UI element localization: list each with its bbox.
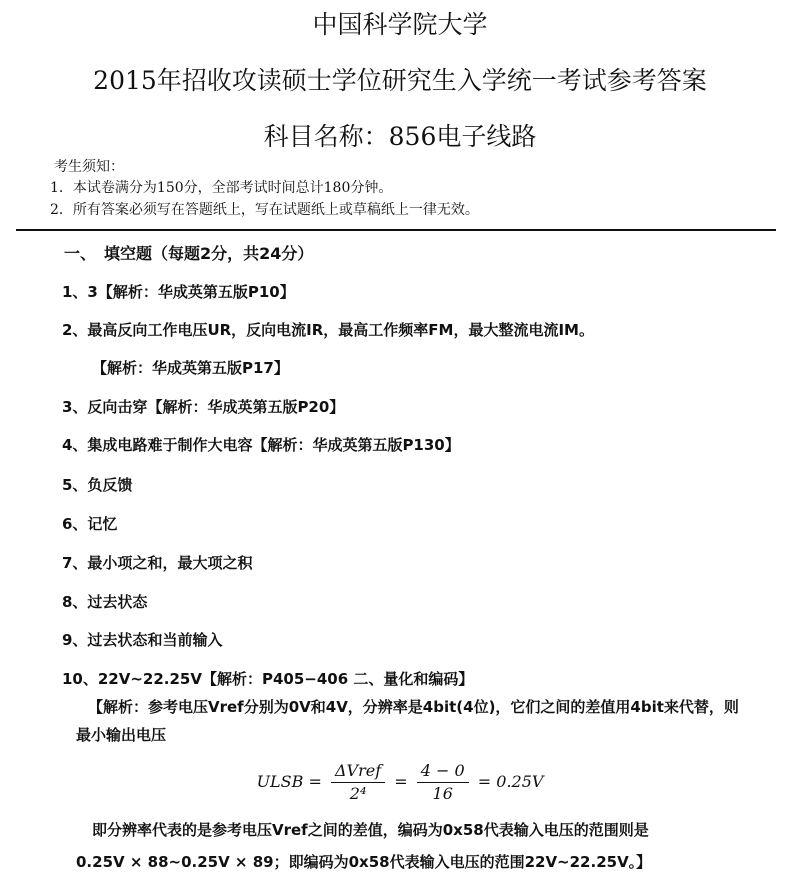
divider-line	[16, 229, 776, 231]
formula-numerator: ΔVref	[331, 760, 385, 783]
formula-fraction-1	[331, 760, 385, 805]
formula-fraction-2	[417, 760, 469, 805]
answer-2-note: 【解析：华成英第五版P17】	[92, 359, 289, 377]
formula-denominator: 2⁴	[349, 784, 367, 803]
answer-8: 8、过去状态	[62, 593, 148, 611]
answer-6: 6、记忆	[62, 515, 118, 533]
answer-10: 10、22V~22.25V【解析：P405−406 二、量化和编码】	[62, 670, 474, 688]
formula-denominator-2: 16	[432, 784, 453, 803]
answer-2: 2、最高反向工作电压UR，反向电流IR，最高工作频率FM，最大整流电流IM。	[62, 321, 594, 339]
answer-10-analysis: 【解析：参考电压Vref分别为0V和4V，分辨率是4bit(4位)，它们之间的差值用4bit来代替，则	[88, 698, 739, 716]
notice-heading: 考生须知：	[54, 159, 124, 175]
formula-numerator-2: 4 − 0	[417, 760, 469, 783]
notice-item-1: 1．本试卷满分为150分，全部考试时间总计180分钟。	[50, 180, 393, 196]
notice-item-2: 2．所有答案必须写在答题纸上，写在试题纸上或草稿纸上一律无效。	[50, 202, 479, 218]
section-title: 一、 填空题（每题2分，共24分）	[64, 244, 314, 263]
answer-3: 3、反向击穿【解析：华成英第五版P20】	[62, 398, 345, 416]
answer-10-conclusion-2: 0.25V × 88~0.25V × 89；即编码为0x58代表输入电压的范围22V~22.25V。】	[76, 853, 652, 871]
answer-7: 7、最小项之和，最大项之积	[62, 554, 253, 572]
formula	[0, 760, 800, 805]
answer-10-analysis-2: 最小输出电压	[76, 726, 167, 744]
answer-1: 1、3【解析：华成英第五版P10】	[62, 283, 295, 301]
formula-lhs: ULSB =	[256, 772, 322, 791]
answer-10-conclusion: 即分辨率代表的是参考电压Vref之间的差值，编码为0x58代表输入电压的范围则是	[92, 821, 649, 839]
formula-result: = 0.25V	[477, 772, 544, 791]
formula-equals: =	[394, 772, 408, 791]
exam-title: 2015年招收攻读硕士学位研究生入学统一考试参考答案	[93, 66, 707, 95]
answer-4: 4、集成电路难于制作大电容【解析：华成英第五版P130】	[62, 436, 460, 454]
answer-5: 5、负反馈	[62, 476, 133, 494]
university-title: 中国科学院大学	[312, 10, 488, 39]
answer-9: 9、过去状态和当前输入	[62, 631, 223, 649]
subject-title: 科目名称：856电子线路	[263, 122, 537, 151]
